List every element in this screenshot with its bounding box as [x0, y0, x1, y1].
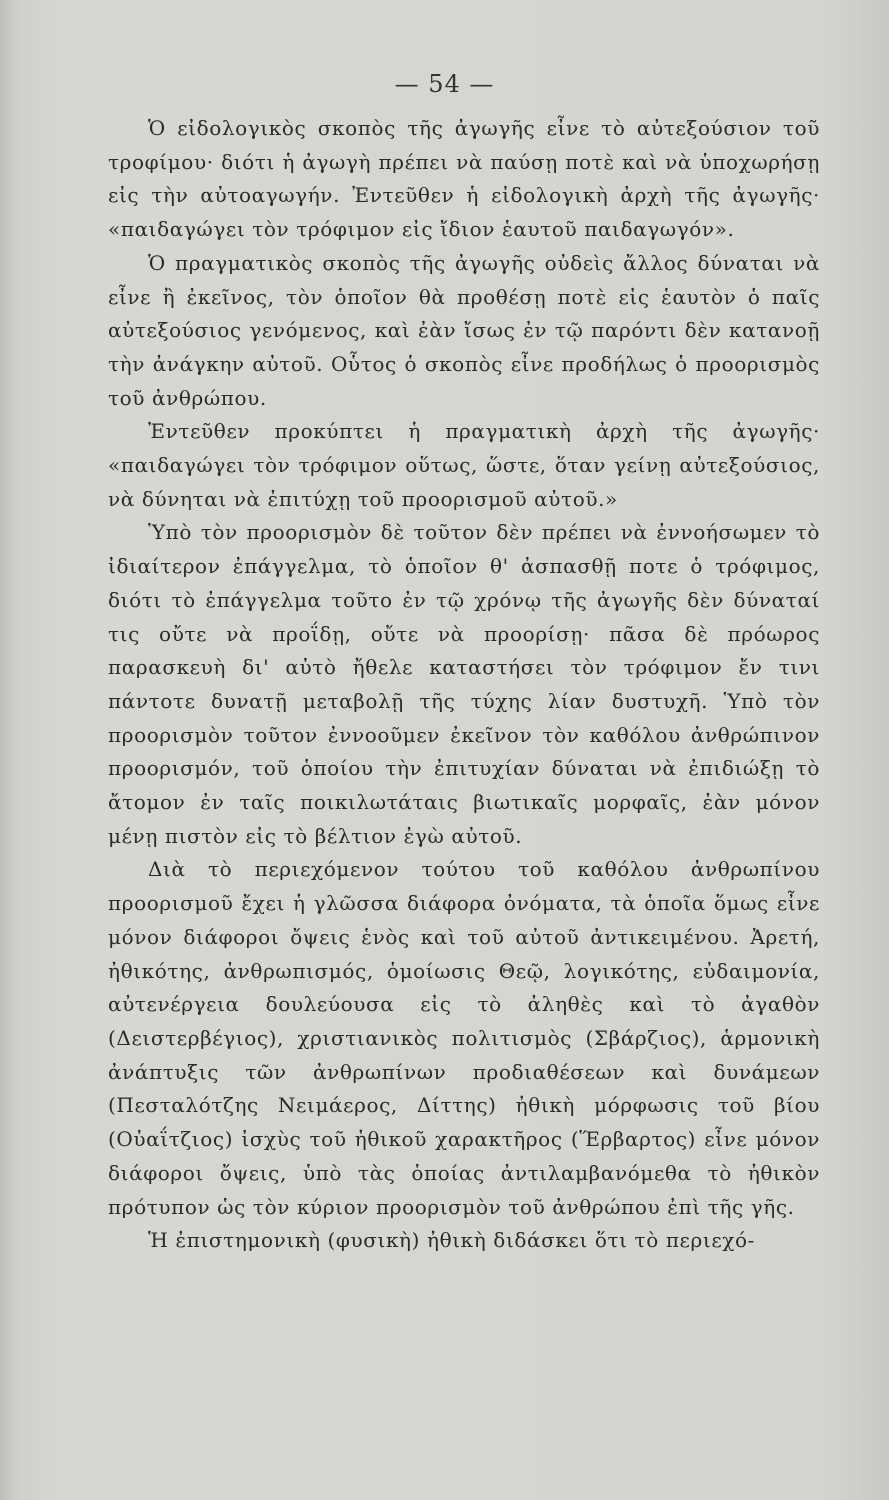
paragraph: Ὁ εἰδολογικὸς σκοπὸς τῆς ἀγωγῆς εἶνε τὸ αὐτεξούσιον τοῦ τροφίμου· διότι ἡ ἀγωγὴ πρέπει νὰ παύσῃ ποτὲ καὶ νὰ ὑποχωρήσῃ εἰς τὴν αὐτοαγωγήν. Ἐντεῦθεν ἡ εἰδολογικὴ ἀρχὴ τῆς ἀγωγῆς· «παιδαγώγει τὸν τρόφιμον εἰς ἴδιον ἑαυτοῦ παιδαγωγόν». — [108, 116, 820, 242]
paragraph: Ὁ πραγματικὸς σκοπὸς τῆς ἀγωγῆς οὐδεὶς ἄλλος δύναται νὰ εἶνε ἢ ἐκεῖνος, τὸν ὁποῖον θὰ προθέσῃ ποτὲ εἰς ἑαυτὸν ὁ παῖς αὐτεξούσιος γενόμενος, καὶ ἐὰν ἴσως ἐν τῷ παρόντι δὲν κατανοῇ τὴν ἀνάγκην αὐτοῦ. Οὗτος ὁ σκοπὸς εἶνε προδήλως ὁ προορισμὸς τοῦ ἀνθρώπου. — [108, 250, 820, 410]
page-number: — 54 — — [394, 70, 495, 98]
paragraph: Ἐντεῦθεν προκύπτει ἡ πραγματικὴ ἀρχὴ τῆς ἀγωγῆς· «παιδαγώγει τὸν τρόφιμον οὕτως, ὥστε, ὅταν γείνῃ αὐτεξούσιος, νὰ δύνηται νὰ ἐπιτύχῃ τοῦ προορισμοῦ αὐτοῦ.» — [108, 419, 820, 511]
paragraph: Διὰ τὸ περιεχόμενον τούτου τοῦ καθόλου ἀνθρωπίνου προορισμοῦ ἔχει ἡ γλῶσσα διάφορα ὀνόματα, τὰ ὁποῖα ὅμως εἶνε μόνον διάφοροι ὄψεις ἑνὸς καὶ τοῦ αὐτοῦ ἀντικειμένου. Ἀρετή, ἠθικότης, ἀνθρωπισμός, ὁμοίωσις Θεῷ, λογικότης, εὐδαιμονία, αὐτενέργεια δουλεύουσα εἰς τὸ ἀληθὲς καὶ τὸ ἀγαθὸν (Δειστερβέγιος), χριστιανικὸς πολιτισμὸς (Σβάρζιος), ἁρμονικὴ ἀνάπτυξις τῶν ἀνθρωπίνων προδιαθέσεων καὶ δυνάμεων (Πεσταλότζης Νειμάερος, Δίττης) ἠθικὴ μόρφωσις τοῦ βίου (Οὐαΐτζιος) ἰσχὺς τοῦ ἠθικοῦ χαρακτῆρος (Ἕρβαρτος) εἶνε μόνον διάφοροι ὄψεις, ὑπὸ τὰς ὁποίας ἀντιλαμβανόμεθα τὸ ἠθικὸν πρότυπον ὡς τὸν κύριον προορισμὸν τοῦ ἀνθρώπου ἐπὶ τῆς γῆς. — [108, 857, 820, 1219]
page-body — [108, 112, 820, 1258]
paragraph: Ὑπὸ τὸν προορισμὸν δὲ τοῦτον δὲν πρέπει νὰ ἐννοήσωμεν τὸ ἰδιαίτερον ἐπάγγελμα, τὸ ὁποῖον θ' ἀσπασθῇ ποτε ὁ τρόφιμος, διότι τὸ ἐπάγγελμα τοῦτο ἐν τῷ χρόνῳ τῆς ἀγωγῆς δὲν δύναταί τις οὔτε νὰ προΐδῃ, οὔτε νὰ προορίσῃ· πᾶσα δὲ πρόωρος παρασκευὴ δι' αὐτὸ ἤθελε καταστήσει τὸν τρόφιμον ἔν τινι πάντοτε δυνατῇ μεταβολῇ τῆς τύχης λίαν δυστυχῆ. Ὑπὸ τὸν προορισμὸν τοῦτον ἐννοοῦμεν ἐκεῖνον τὸν καθόλου ἀνθρώπινον προορισμόν, τοῦ ὁποίου τὴν ἐπιτυχίαν δύναται νὰ ἐπιδιώξῃ τὸ ἄτομον ἐν ταῖς ποικιλωτάταις βιωτικαῖς μορφαῖς, ἐὰν μόνον μένῃ πιστὸν εἰς τὸ βέλτιον ἐγὼ αὐτοῦ. — [108, 520, 820, 848]
paragraph: Ἡ ἐπιστημονικὴ (φυσικὴ) ἠθικὴ διδάσκει ὅτι τὸ περιεχό- — [148, 1228, 755, 1253]
